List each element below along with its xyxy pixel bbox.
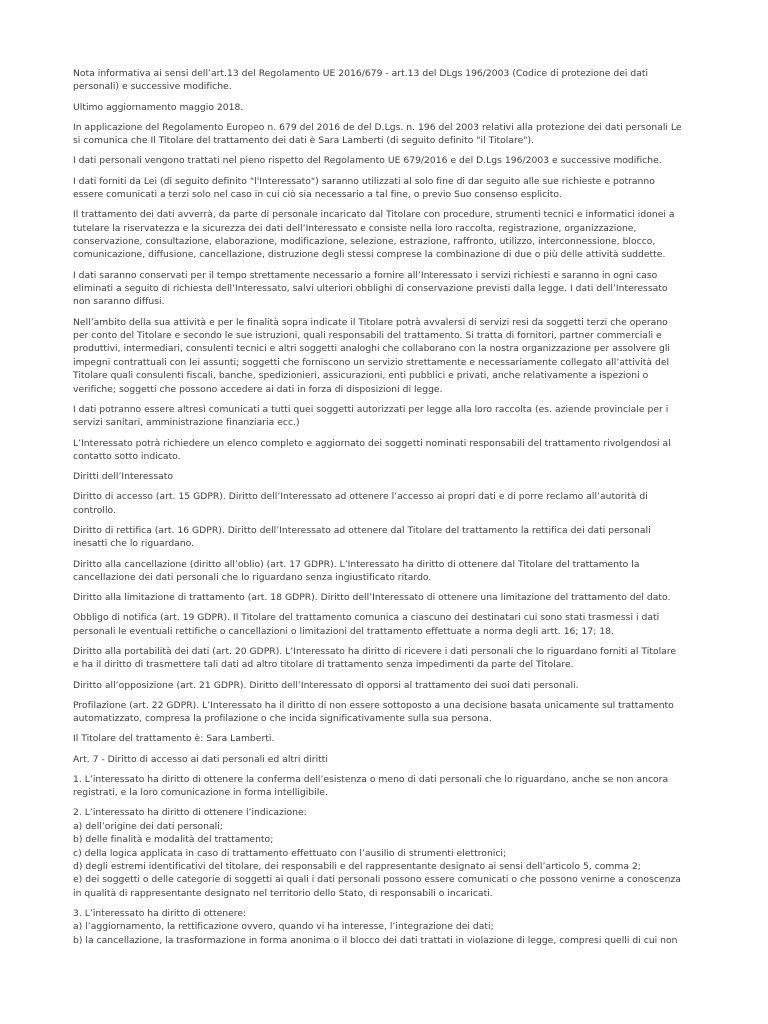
document-paragraph — [73, 437, 698, 464]
text-line: Profilazione (art. 22 GDPR). L’Interessato ha il diritto di non essere sottoposto a una decisione basata unicamente sul trattamento — [73, 699, 674, 711]
text-line: in qualità di rappresentante designato nel territorio dello Stato, di responsabili o incaricati. — [73, 887, 493, 899]
text-line: essere comunicati a terzi solo nel caso in cui ciò sia necessario a tal fine, o previo Suo consenso esplicito. — [73, 189, 562, 201]
text-line: Obbligo di notifica (art. 19 GDPR). Il Titolare del trattamento comunica a ciascuno dei destinatari cui sono stati trasmessi i dati — [73, 612, 660, 624]
document-paragraph — [73, 101, 698, 114]
text-line: impegni contrattuali con lei assunti; soggetti che forniscono un servizio strettamente e necessariamente collegato all’attività del — [73, 356, 670, 368]
text-line: c) della logica applicata in caso di trattamento effettuato con l’ausilio di strumenti elettronici; — [73, 847, 507, 859]
text-line: per conto del Titolare e secondo le sue istruzioni, quali responsabili del trattamento. Si tratta di fornitori, partner commerciali e — [73, 330, 662, 342]
text-line: b) delle finalità e modalità del trattamento; — [73, 834, 274, 846]
document-paragraph — [73, 699, 698, 726]
text-line: Nota informativa ai sensi dell’art.13 del Regolamento UE 2016/679 - art.13 del DLgs 196/2003 (Codice di protezione dei dati — [73, 68, 649, 79]
text-line: produttivi, intermediari, consulenti tecnici e altri soggetti analoghi che collaborano con la nostra organizzazione per assolvere gli — [73, 343, 671, 355]
document-paragraph — [73, 806, 698, 900]
text-line: automatizzato, compresa la profilazione o che incida significativamente sulla sua persona. — [73, 713, 492, 725]
text-line: d) degli estremi identificativi del titolare, dei responsabili e del rappresentante designato ai sensi dell’articolo 5, comma 2; — [73, 861, 641, 873]
document-paragraph — [73, 470, 698, 483]
text-line: 3. L’interessato ha diritto di ottenere: — [73, 908, 247, 920]
text-line: personali) e successive modifiche. — [73, 81, 232, 93]
document-paragraph — [73, 316, 698, 396]
text-line: Il trattamento dei dati avverrà, da parte di personale incaricato dal Titolare con procedure, strumenti tecnici e informatici idonei a — [73, 209, 675, 221]
document-paragraph — [73, 645, 698, 672]
document-paragraph — [73, 558, 698, 585]
document-paragraph — [73, 67, 698, 94]
text-line: I dati personali vengono trattati nel pieno rispetto del Regolamento UE 679/2016 e del D.Lgs 196/2003 e successive modifiche. — [73, 155, 662, 167]
document-paragraph — [73, 732, 698, 745]
text-line: I dati forniti da Lei (di seguito definito "l'Interessato") saranno utilizzati al solo fine di dar seguito alle sue richieste e potranno — [73, 175, 655, 187]
text-line: registrati, e la loro comunicazione in forma intelligibile. — [73, 787, 328, 799]
text-line: 1. L’interessato ha diritto di ottenere la conferma dell’esistenza o meno di dati personali che lo riguardano, anche se non ancora — [73, 773, 669, 785]
text-line: Diritto alla cancellazione (diritto all’oblio) (art. 17 GDPR). L’Interessato ha diritto di ottenere dal Titolare del trattamento la — [73, 558, 640, 570]
document-paragraph — [73, 121, 698, 148]
document-paragraph — [73, 269, 698, 309]
text-line: comunicazione, diffusione, cancellazione, distruzione degli stessi comprese la combinazione di due o più delle attività suddette. — [73, 249, 666, 261]
text-line: In applicazione del Regolamento Europeo n. 679 del 2016 de del D.Lgs. n. 196 del 2003 relativi alla protezione dei dati personali Le — [73, 121, 682, 133]
text-line: Nell’ambito della sua attività e per le finalità sopra indicate il Titolare potrà avvalersi di servizi resi da soggetti terzi che operano — [73, 316, 668, 328]
text-line: non saranno diffusi. — [73, 296, 165, 308]
text-line: inesatti che lo riguardano. — [73, 538, 195, 550]
text-line: Ultimo aggiornamento maggio 2018. — [73, 101, 244, 113]
document-paragraph — [73, 490, 698, 517]
document-paragraph — [73, 154, 698, 167]
document-body — [73, 67, 698, 954]
text-line: a) dell’origine dei dati personali; — [73, 820, 223, 832]
text-line: personali le eventuali rettifiche o cancellazioni o limitazioni del trattamento effettuate a norma degli artt. 16; 17; 18. — [73, 625, 614, 637]
text-line: Diritto di accesso (art. 15 GDPR). Diritto dell’Interessato ad ottenere l’accesso ai propri dati e di porre reclamo all’autorità di — [73, 491, 648, 503]
text-line: Diritti dell’Interessato — [73, 471, 174, 483]
document-paragraph — [73, 611, 698, 638]
document-paragraph — [73, 753, 698, 766]
document-paragraph — [73, 403, 698, 430]
text-line: Diritto alla portabilità dei dati (art. 20 GDPR). L’Interessato ha diritto di ricevere i dati personali che lo riguardano forniti al Titolare — [73, 645, 677, 657]
text-line: L’Interessato potrà richiedere un elenco completo e aggiornato dei soggetti nominati responsabili del trattamento rivolgendosi al — [73, 437, 671, 449]
text-line: I dati saranno conservati per il tempo strettamente necessario a fornire all’Interessato i servizi richiesti e saranno in ogni caso — [73, 269, 658, 281]
text-line: e) dei soggetti o delle categorie di soggetti ai quali i dati personali possono essere comunicati o che possono venirne a conoscenza — [73, 874, 681, 886]
document-paragraph — [73, 208, 698, 262]
document-paragraph — [73, 175, 698, 202]
text-line: a) l’aggiornamento, la rettificazione ovvero, quando vi ha interesse, l’integrazione dei dati; — [73, 921, 494, 933]
text-line: eliminati a seguito di richiesta dell’Interessato, salvi ulteriori obblighi di conservazione previsti dalla legge. I dati dell’Interessato — [73, 283, 668, 295]
text-line: Titolare quali consulenti fiscali, banche, spedizionieri, assicurazioni, enti pubblici e privati, anche relativamente a ispezioni o — [73, 370, 649, 382]
text-line: verifiche; soggetti che possono accedere ai dati in forza di disposizioni di legge. — [73, 383, 443, 395]
document-paragraph — [73, 591, 698, 604]
text-line: Diritto alla limitazione di trattamento (art. 18 GDPR). Diritto dell’Interessato di ottenere una limitazione del trattamento del dato. — [73, 592, 671, 604]
document-paragraph — [73, 524, 698, 551]
text-line: Diritto all’opposizione (art. 21 GDPR). Diritto dell’Interessato di opporsi al trattamento dei suoi dati personali. — [73, 679, 579, 691]
text-line: Il Titolare del trattamento è: Sara Lamberti. — [73, 733, 275, 745]
text-line: contatto sotto indicato. — [73, 450, 181, 462]
text-line: Art. 7 - Diritto di accesso ai dati personali ed altri diritti — [73, 753, 328, 765]
document-paragraph — [73, 679, 698, 692]
text-line: tutelare la riservatezza e la sicurezza dei dati dell’Interessato e consiste nella loro raccolta, registrazione, organizzazione, — [73, 222, 637, 234]
text-line: b) la cancellazione, la trasformazione in forma anonima o il blocco dei dati trattati in violazione di legge, compresi quelli di cui non — [73, 934, 678, 946]
document-paragraph — [73, 907, 698, 947]
text-line: servizi sanitari, amministrazione finanziaria ecc.) — [73, 417, 300, 429]
text-line: I dati potranno essere altresì comunicati a tutti quei soggetti autorizzati per legge alla loro raccolta (es. aziende provinciale per i — [73, 403, 669, 415]
text-line: cancellazione dei dati personali che lo riguardano senza ingiustificato ritardo. — [73, 571, 432, 583]
text-line: Diritto di rettifica (art. 16 GDPR). Diritto dell’Interessato ad ottenere dal Titolare del trattamento la rettifica dei dati personali — [73, 524, 651, 536]
text-line: si comunica che Il Titolare del trattamento dei dati è Sara Lamberti (di seguito definito "il Titolare"). — [73, 135, 535, 147]
text-line: conservazione, consultazione, elaborazione, modificazione, selezione, estrazione, raffronto, utilizzo, interconnessione, blocco, — [73, 236, 656, 248]
text-line: 2. L’interessato ha diritto di ottenere l’indicazione: — [73, 807, 307, 819]
document-paragraph — [73, 773, 698, 800]
text-line: e ha il diritto di trasmettere tali dati ad altro titolare di trattamento senza impedimenti da parte del Titolare. — [73, 659, 574, 671]
text-line: controllo. — [73, 504, 116, 516]
